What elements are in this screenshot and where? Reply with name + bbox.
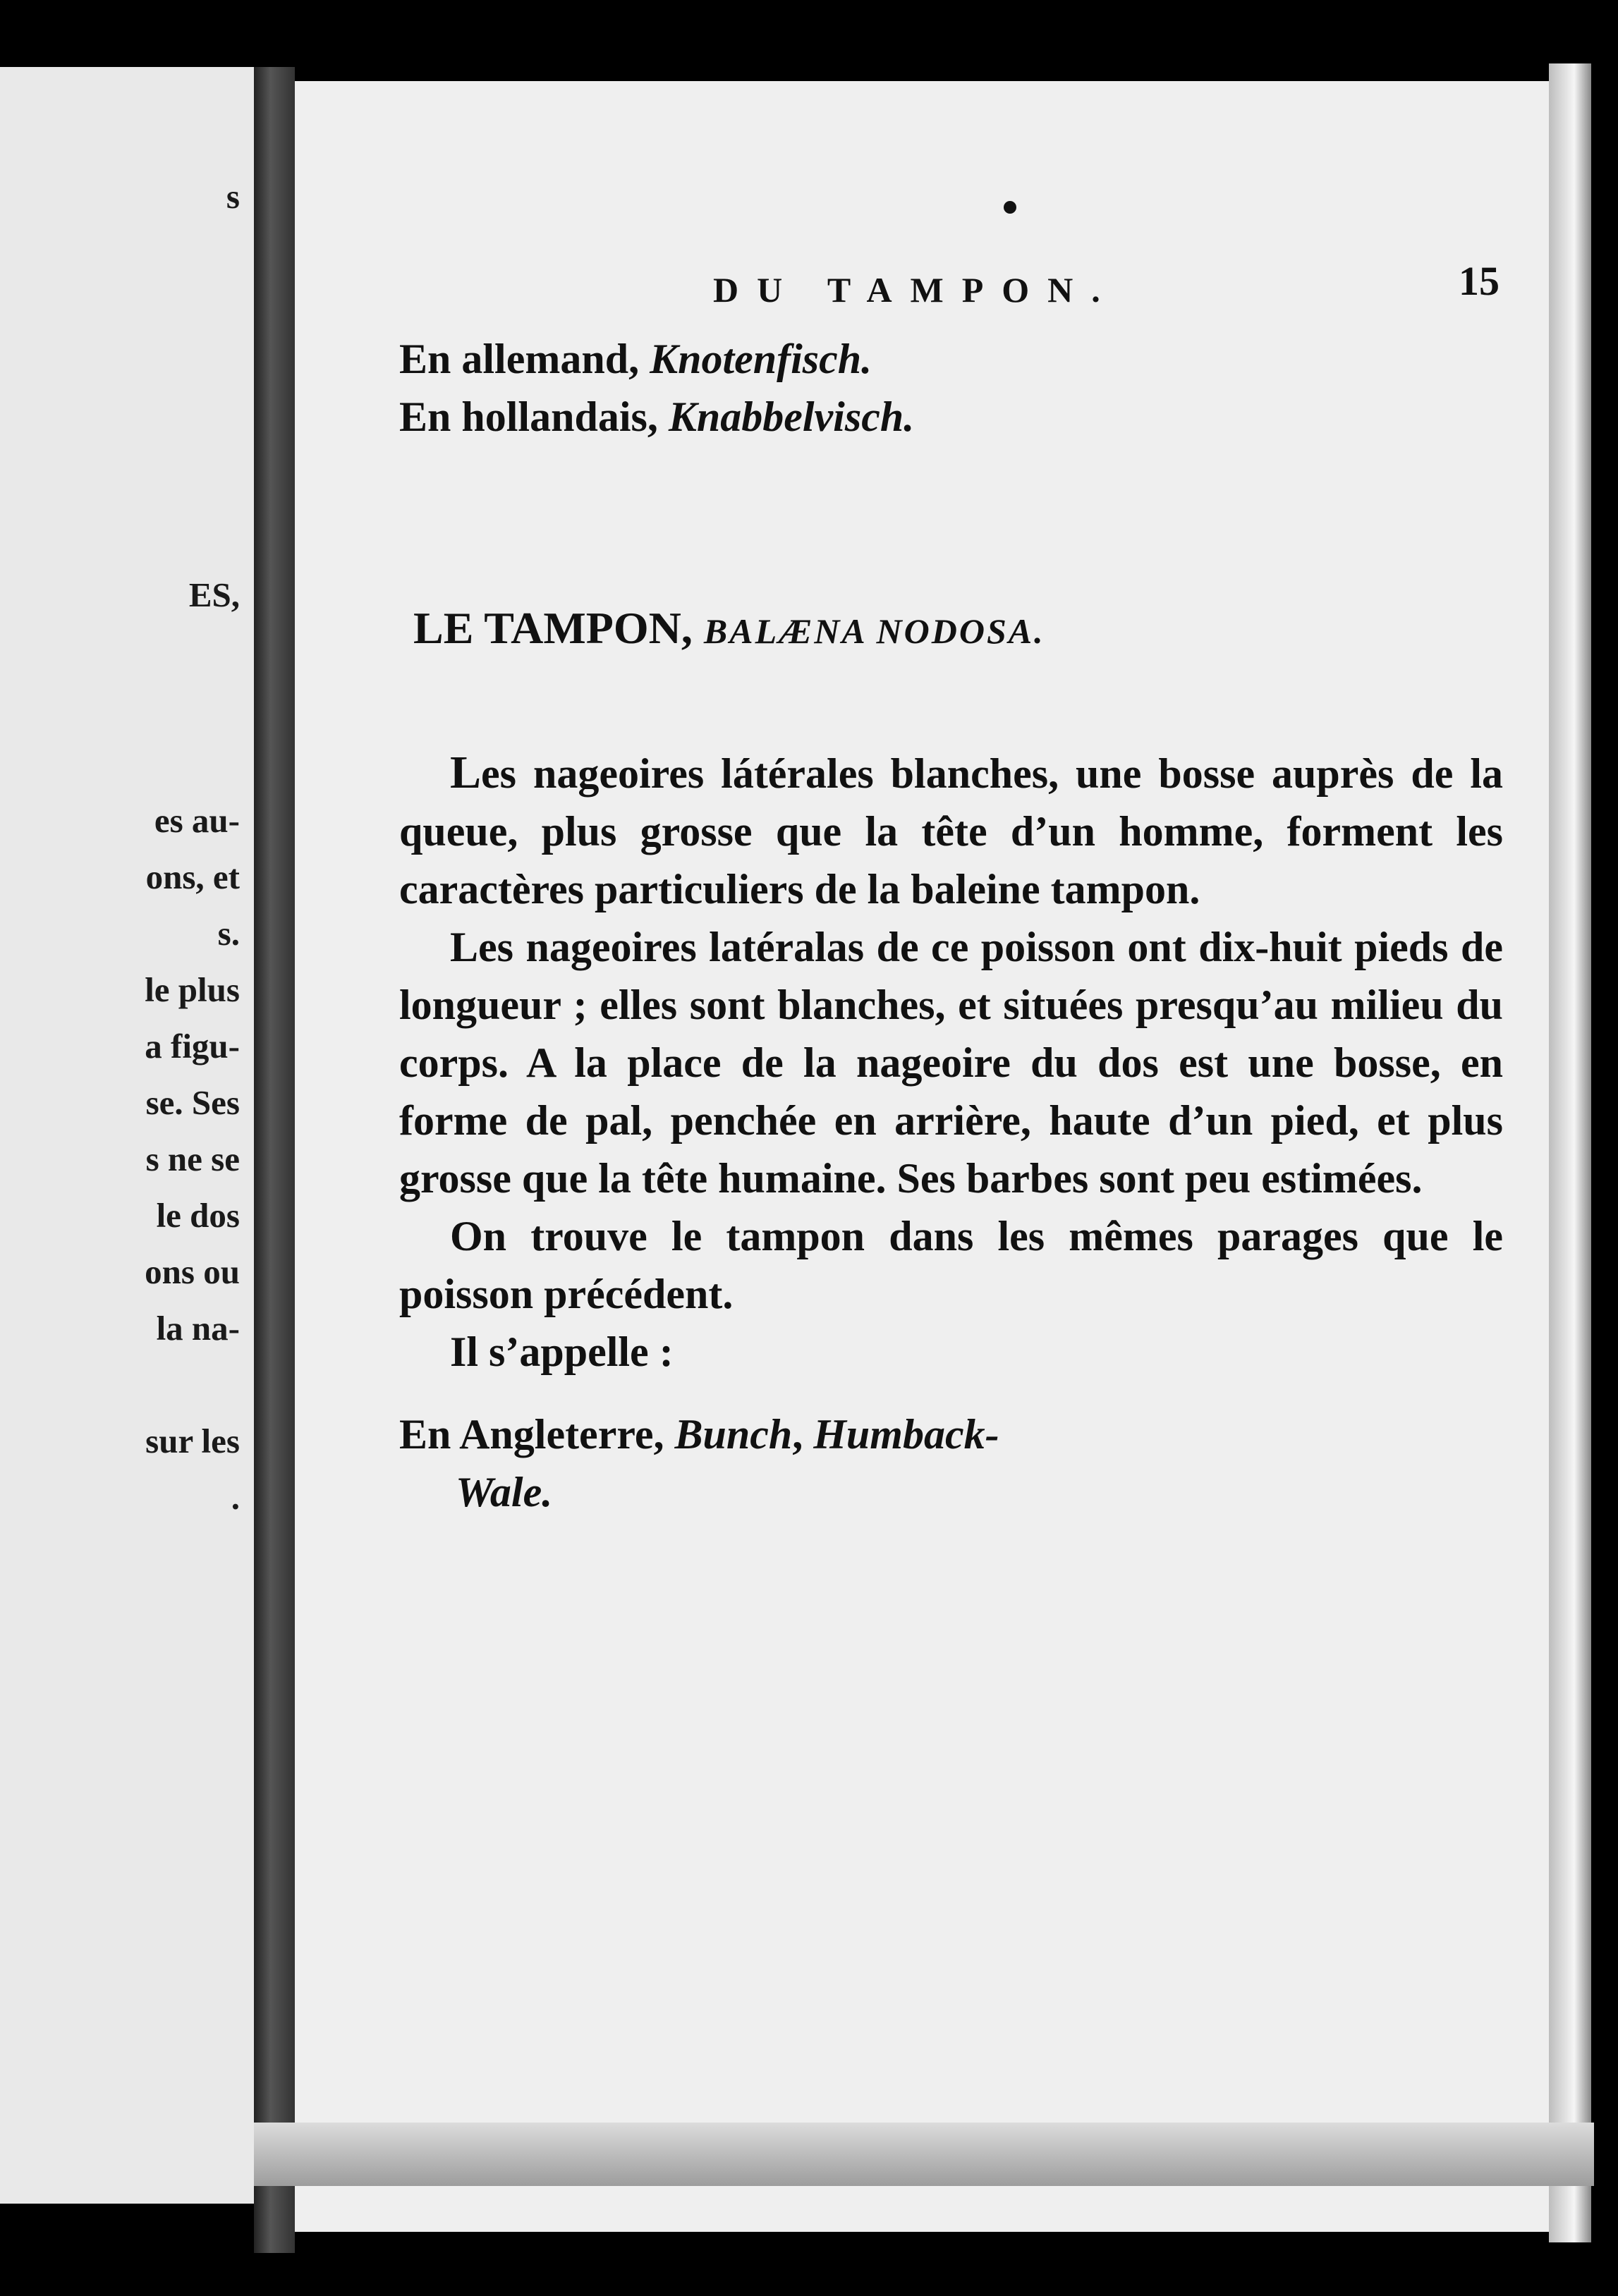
paragraph-2: Les nageoires latéralas de ce poisson ont dix-huit pieds de longueur ; elles sont blanches, et situées presqu’au milieu du corps. A la place de la nageoire du dos est une bosse, en forme de pal, penchée en arrière, haute d’un pied, et plus grosse que la tête humaine. Ses barbes sont peu estimées. bbox=[399, 924, 1503, 1202]
section-title bbox=[413, 599, 1514, 660]
lang-line-german bbox=[399, 330, 1524, 388]
language-names-top bbox=[399, 330, 1524, 446]
lang-line-dutch bbox=[399, 388, 1524, 446]
body-text bbox=[399, 744, 1503, 1521]
ink-dot bbox=[1004, 201, 1016, 214]
lang-name: Knabbelvisch. bbox=[668, 393, 915, 440]
left-text-fragment: le dos bbox=[156, 1196, 240, 1235]
language-names-bottom bbox=[399, 1405, 1503, 1521]
left-text-fragment: ons ou bbox=[145, 1252, 240, 1291]
page-number: 15 bbox=[1459, 258, 1500, 304]
left-text-fragment: ES, bbox=[188, 575, 240, 614]
lang-separator: , bbox=[792, 1411, 814, 1458]
left-text-fragment: a figu- bbox=[145, 1027, 240, 1065]
section-title-french: LE TAMPON, bbox=[413, 603, 704, 653]
left-text-fragment: s bbox=[226, 177, 240, 216]
left-text-fragment: le plus bbox=[145, 970, 240, 1009]
book-gutter bbox=[254, 67, 295, 2253]
left-text-fragment: sur les bbox=[145, 1422, 240, 1460]
paragraph-1-text: es nageoires látérales blanches, une bosse auprès de la queue, plus grosse que la tête d’un homme, forment les caractères particuliers de la baleine tampon. bbox=[399, 750, 1503, 912]
lang-line-english-cont: Wale. bbox=[456, 1469, 553, 1515]
left-text-fragment: s ne se bbox=[145, 1140, 240, 1178]
lang-line-english bbox=[399, 1405, 1503, 1463]
left-text-fragment: ons, et bbox=[145, 857, 240, 896]
left-page-text-fragments bbox=[0, 67, 254, 2204]
lang-name: Knotenfisch. bbox=[650, 336, 872, 382]
lang-name: Bunch bbox=[674, 1411, 793, 1458]
page-edge bbox=[1549, 63, 1591, 2242]
section-title-latin: BALÆNA NODOSA. bbox=[703, 611, 1045, 651]
lang-name: Humback- bbox=[813, 1411, 999, 1458]
lang-prefix: En Angleterre, bbox=[399, 1411, 675, 1458]
paragraph-4: Il s’appelle : bbox=[450, 1329, 674, 1375]
paragraph-1 bbox=[399, 744, 1503, 918]
drop-cap: L bbox=[450, 747, 482, 798]
scan-bottom-edge bbox=[254, 2123, 1594, 2186]
lang-prefix: En hollandais, bbox=[399, 393, 669, 440]
right-page bbox=[295, 81, 1549, 2232]
lang-prefix: En allemand, bbox=[399, 336, 650, 382]
left-text-fragment: la na- bbox=[156, 1309, 240, 1348]
left-text-fragment: s. bbox=[217, 914, 240, 953]
running-head bbox=[399, 258, 1500, 317]
left-text-fragment: es au- bbox=[154, 801, 240, 840]
paragraph-3: On trouve le tampon dans les mêmes parages que le poisson précédent. bbox=[399, 1213, 1503, 1317]
left-text-fragment: . bbox=[231, 1478, 240, 1517]
left-facing-page bbox=[0, 67, 254, 2204]
running-title: DU TAMPON. bbox=[713, 270, 1119, 310]
left-text-fragment: se. Ses bbox=[145, 1083, 240, 1122]
